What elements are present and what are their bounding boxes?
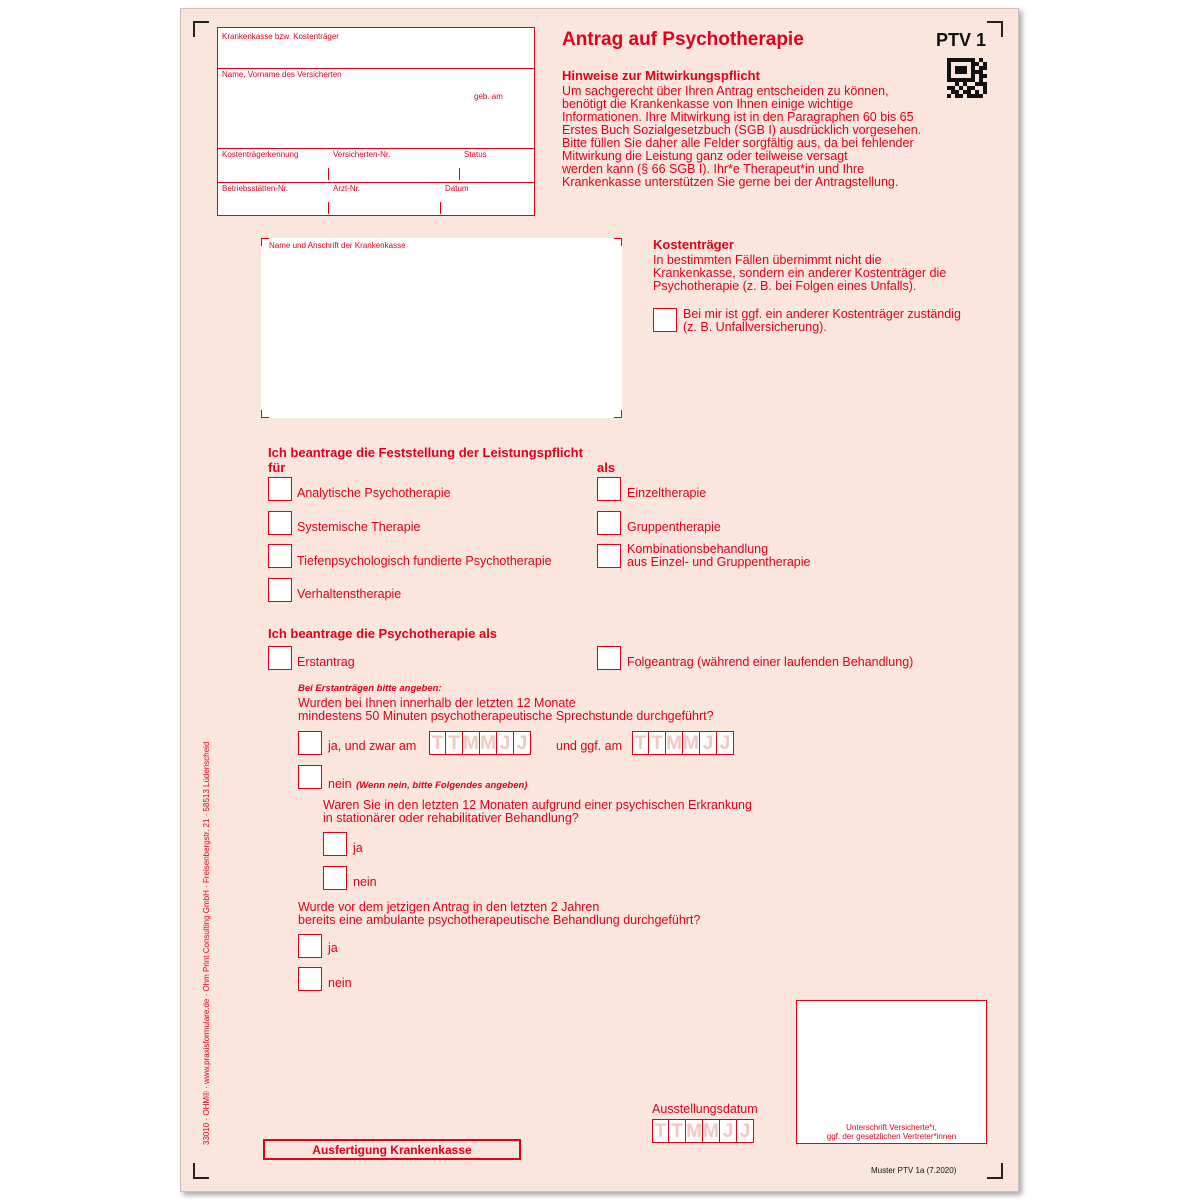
tiefenpsychologisch-checkbox[interactable] <box>268 544 292 568</box>
arzt-nr-label: Arzt-Nr. <box>333 184 361 193</box>
antragsart-heading: Ich beantrage die Psychotherapie als <box>268 626 498 641</box>
verhaltenstherapie-label: Verhaltenstherapie <box>297 587 402 601</box>
stationaer-nein-checkbox[interactable] <box>323 866 347 890</box>
systemische-therapie-checkbox[interactable] <box>268 511 292 535</box>
qr-code-icon <box>947 58 987 98</box>
verhaltenstherapie-checkbox[interactable] <box>268 578 292 602</box>
hinweise-heading: Hinweise zur Mitwirkungspflicht <box>562 68 760 83</box>
stationaer-ja-label: ja <box>353 841 363 855</box>
folgeantrag-checkbox[interactable] <box>597 646 621 670</box>
crop-mark-top-left <box>193 21 209 37</box>
ambulant-ja-label: ja <box>328 941 338 955</box>
signature-label: Unterschrift Versicherte*r, ggf. der gesetzlichen Vertreter*innen <box>826 1123 957 1141</box>
ja-zwar-am-label: ja, und zwar am <box>328 739 417 753</box>
ambulant-nein-label: nein <box>328 976 352 990</box>
leistungspflicht-heading: Ich beantrage die Feststellung der Leistungspflicht <box>268 445 583 460</box>
sprechstunde-nein-label: nein (Wenn nein, bitte Folgendes angeben) <box>328 777 528 791</box>
analytische-psychotherapie-label: Analytische Psychotherapie <box>297 486 451 500</box>
stationaer-nein-label: nein <box>353 875 377 889</box>
fuer-label: für <box>268 460 286 475</box>
muster-label: Muster PTV 1a (7.2020) <box>871 1166 957 1175</box>
form-title: Antrag auf Psychotherapie <box>562 29 804 50</box>
folgeantrag-label: Folgeantrag (während einer laufenden Behandlung) <box>627 655 914 669</box>
name-label: Name, Vorname des Versicherten <box>222 70 342 79</box>
sprechstunde-date-2[interactable]: T T M M J J <box>632 731 734 755</box>
side-imprint: 33010 · OHM® · www.praxisformulare.de · Ohm Print Consulting GmbH · Freisenbergstr. 21 · 58513 Lüdenscheid <box>202 741 211 1145</box>
ausstellungsdatum-label: Ausstellungsdatum <box>652 1102 758 1116</box>
und-ggf-am-label: und ggf. am <box>556 739 623 753</box>
kombinationsbehandlung-checkbox[interactable] <box>597 544 621 568</box>
form-page <box>180 8 1019 1192</box>
kostentraeger-heading: Kostenträger <box>653 237 734 252</box>
versicherten-nr-label: Versicherten-Nr. <box>333 150 391 159</box>
form-code: PTV 1 <box>936 30 987 50</box>
status-label: Status <box>464 150 487 159</box>
stationaer-ja-checkbox[interactable] <box>323 832 347 856</box>
crop-mark-bottom-left <box>193 1163 209 1179</box>
erstantrag-label: Erstantrag <box>297 655 355 669</box>
krankenkasse-label: Krankenkasse bzw. Kostenträger <box>222 32 339 41</box>
kostentraeger-text: In bestimmten Fällen übernimmt nicht die Krankenkasse, sondern ein anderer Kostenträger die Psychotherapie (z. B. bei Folgen eines Unfalls). <box>653 253 947 293</box>
erstantrag-note: Bei Erstanträgen bitte angeben: <box>298 683 442 694</box>
erstantrag-checkbox[interactable] <box>268 646 292 670</box>
kombinationsbehandlung-label: Kombinationsbehandlung aus Einzel- und Gruppentherapie <box>627 542 811 569</box>
einzeltherapie-checkbox[interactable] <box>597 477 621 501</box>
address-window <box>261 238 622 418</box>
ambulant-ja-checkbox[interactable] <box>298 934 322 958</box>
gruppentherapie-label: Gruppentherapie <box>627 520 721 534</box>
insurance-header-box <box>217 27 535 216</box>
sprechstunde-date-1[interactable]: T T M M J J <box>429 731 531 755</box>
geb-label: geb. am <box>474 92 503 101</box>
einzeltherapie-label: Einzeltherapie <box>627 486 707 500</box>
ambulant-nein-checkbox[interactable] <box>298 967 322 991</box>
hinweise-text: Um sachgerecht über Ihren Antrag entscheiden zu können, benötigt die Krankenkasse von Ihnen einige wichtige Informationen. Ihre Mitwirkung ist in den Paragraphen 60 bis 65 Erstes Buch Sozialgesetzbuch (SGB I) ausdrücklich vorgesehen. Bitte füllen Sie daher alle Felder sorgfältig aus, da bei fehlender Mitwirkung die Leistung ganz oder teilweise versagt werden kann (§ 66 SGB I). Ihr*e Therapeut*in und Ihre Krankenkasse unterstützen Sie gerne bei der Antragstellung. <box>562 84 922 189</box>
ausfertigung-label: Ausfertigung Krankenkasse <box>263 1139 521 1160</box>
address-label: Name und Anschrift der Krankenkasse <box>269 241 406 250</box>
kostentraeger-checkbox-label: Bei mir ist ggf. ein anderer Kostenträger zuständig (z. B. Unfallversicherung). <box>683 307 961 334</box>
kostentraegerkennung-label: Kostenträgerkennung <box>222 150 299 159</box>
sprechstunde-ja-checkbox[interactable] <box>298 731 322 755</box>
als-label: als <box>597 460 616 475</box>
betriebsstaetten-label: Betriebsstätten-Nr. <box>222 184 289 193</box>
systemische-therapie-label: Systemische Therapie <box>297 520 421 534</box>
signature-box[interactable] <box>796 1000 987 1144</box>
gruppentherapie-checkbox[interactable] <box>597 511 621 535</box>
tiefenpsychologisch-label: Tiefenpsychologisch fundierte Psychotherapie <box>297 554 552 568</box>
kostentraeger-checkbox[interactable] <box>653 308 677 332</box>
analytische-psychotherapie-checkbox[interactable] <box>268 477 292 501</box>
ausstellungsdatum-field[interactable]: T T M M J J <box>652 1119 754 1143</box>
crop-mark-bottom-right <box>987 1163 1003 1179</box>
datum-label: Datum <box>445 184 469 193</box>
stationaer-question: Waren Sie in den letzten 12 Monaten aufgrund einer psychischen Erkrankung in stationärer oder rehabilitativer Behandlung? <box>323 798 752 825</box>
ambulant-question: Wurde vor dem jetzigen Antrag in den letzten 2 Jahren bereits eine ambulante psychotherapeutische Behandlung durchgeführt? <box>298 900 701 927</box>
sprechstunde-nein-checkbox[interactable] <box>298 765 322 789</box>
crop-mark-top-right <box>987 21 1003 37</box>
sprechstunde-question: Wurden bei Ihnen innerhalb der letzten 12 Monate mindestens 50 Minuten psychotherapeutische Sprechstunde durchgeführt? <box>298 696 714 723</box>
